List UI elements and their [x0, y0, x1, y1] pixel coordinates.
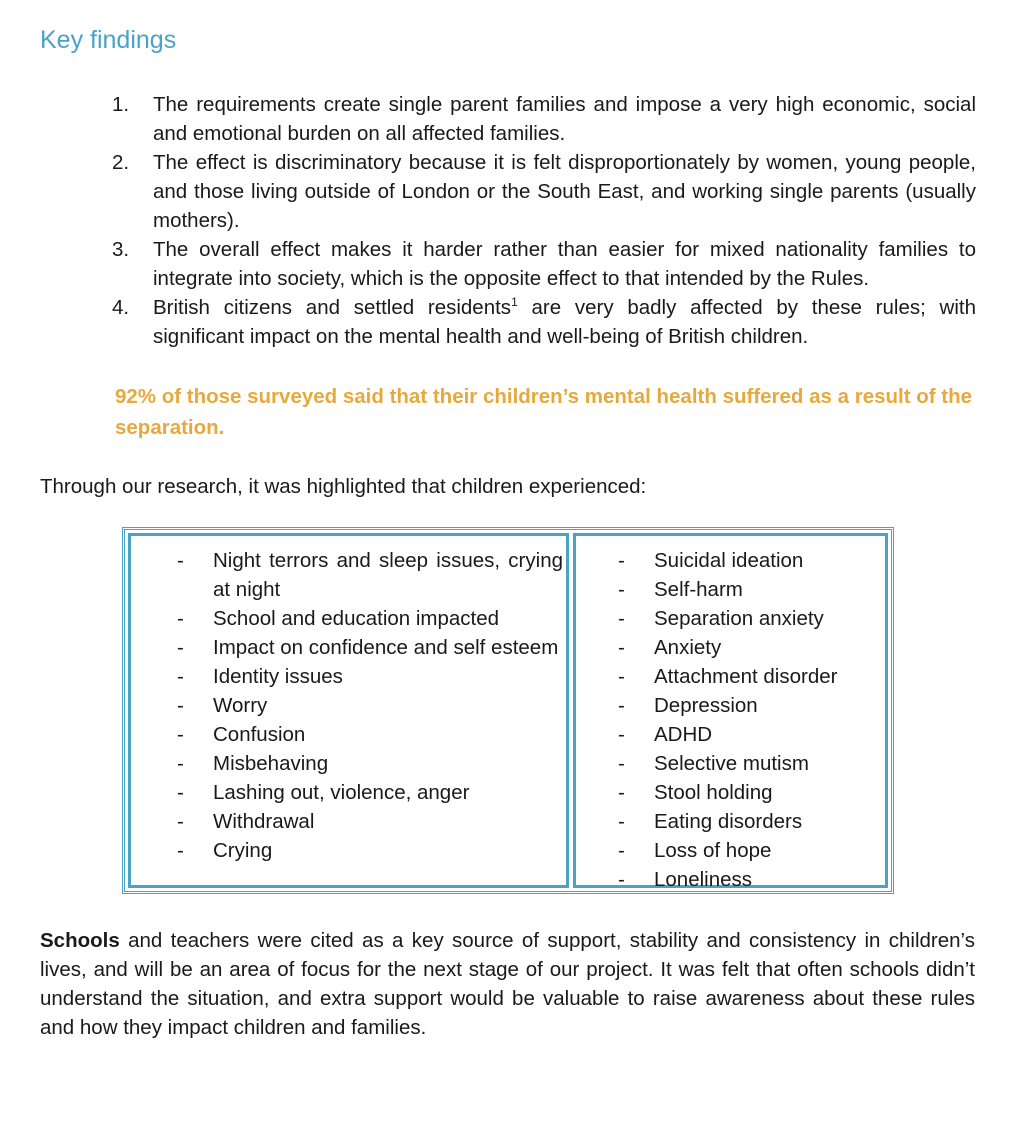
list-item — [576, 749, 886, 778]
finding-item — [112, 90, 976, 148]
list-item-text: Anxiety — [654, 636, 722, 659]
finding-text — [153, 293, 976, 351]
dash-bullet: - — [177, 665, 184, 688]
list-item-text: Misbehaving — [213, 752, 329, 775]
footnote-marker[interactable]: 1 — [511, 295, 518, 310]
list-item-text: Self-harm — [654, 578, 743, 601]
dash-bullet: - — [618, 549, 625, 572]
left-column-box — [128, 533, 569, 888]
list-item-text: Suicidal ideation — [654, 549, 804, 572]
list-item — [576, 662, 886, 691]
list-item-text: Selective mutism — [654, 752, 809, 775]
list-item — [576, 836, 886, 865]
dash-bullet: - — [618, 578, 625, 601]
list-item-text: Worry — [213, 694, 268, 717]
list-item-text: Separation anxiety — [654, 607, 824, 630]
dash-bullet: - — [618, 636, 625, 659]
list-item — [131, 836, 563, 865]
list-item-text: Withdrawal — [213, 810, 315, 833]
list-item-text: Lashing out, violence, anger — [213, 781, 470, 804]
dash-bullet: - — [177, 781, 184, 804]
list-item — [576, 604, 886, 633]
list-item-text: ADHD — [654, 723, 713, 746]
list-item — [131, 662, 563, 691]
finding-number: 4. — [112, 296, 130, 319]
right-experience-list — [576, 546, 886, 894]
list-item — [576, 865, 886, 894]
closing-bold-lead: Schools — [40, 929, 120, 952]
list-item — [576, 633, 886, 662]
list-item — [576, 720, 886, 749]
finding-text-end: are very badly affected by these rules; with significant impact on the mental health and well-being of British children. — [153, 296, 976, 348]
list-item — [576, 691, 886, 720]
dash-bullet: - — [618, 607, 625, 630]
highlight-statement: 92% of those surveyed said that their children’s mental health suffered as a result of the separation. — [115, 385, 973, 439]
list-item — [576, 807, 886, 836]
list-item-text: Crying — [213, 839, 273, 862]
closing-paragraph — [40, 926, 975, 1042]
key-findings-list — [112, 90, 976, 351]
list-item-text: Loneliness — [654, 868, 753, 891]
dash-bullet: - — [618, 781, 625, 804]
finding-number: 2. — [112, 151, 130, 174]
dash-bullet: - — [618, 665, 625, 688]
finding-item — [112, 235, 976, 293]
list-item-text: Eating disorders — [654, 810, 803, 833]
intro-text: Through our research, it was highlighted that children experienced: — [40, 475, 647, 498]
dash-bullet: - — [177, 607, 184, 630]
list-item-text: Identity issues — [213, 665, 343, 688]
list-item — [576, 546, 886, 575]
list-item-text: Night terrors and sleep issues, crying at night — [213, 549, 563, 601]
dash-bullet: - — [618, 694, 625, 717]
finding-number: 3. — [112, 238, 130, 261]
finding-item — [112, 293, 976, 351]
finding-item — [112, 148, 976, 235]
list-item-text: Impact on confidence and self esteem — [213, 636, 559, 659]
dash-bullet: - — [177, 723, 184, 746]
dash-bullet: - — [618, 723, 625, 746]
list-item — [131, 604, 563, 633]
dash-bullet: - — [177, 752, 184, 775]
dash-bullet: - — [618, 752, 625, 775]
dash-bullet: - — [177, 694, 184, 717]
finding-text-start: British citizens and settled residents — [153, 296, 512, 319]
list-item-text: Depression — [654, 694, 758, 717]
list-item — [131, 633, 563, 662]
list-item — [576, 778, 886, 807]
dash-bullet: - — [177, 549, 184, 572]
list-item-text: Stool holding — [654, 781, 773, 804]
list-item — [131, 720, 563, 749]
finding-text: The overall effect makes it harder rather than easier for mixed nationality families to integrate into society, which is the opposite effect to that intended by the Rules. — [153, 238, 976, 290]
list-item — [131, 546, 563, 604]
dash-bullet: - — [177, 636, 184, 659]
dash-bullet: - — [618, 868, 625, 891]
list-item — [131, 778, 563, 807]
dash-bullet: - — [618, 810, 625, 833]
list-item — [131, 691, 563, 720]
list-item — [576, 575, 886, 604]
list-item-text: School and education impacted — [213, 607, 500, 630]
dash-bullet: - — [177, 810, 184, 833]
right-column-box — [573, 533, 888, 891]
section-heading: Key findings — [40, 26, 177, 54]
finding-text: The requirements create single parent families and impose a very high economic, social and emotional burden on all affected families. — [153, 93, 976, 145]
list-item-text: Confusion — [213, 723, 306, 746]
finding-number: 1. — [112, 93, 130, 116]
closing-text: and teachers were cited as a key source of support, stability and consistency in children’s lives, and will be an area of focus for the next stage of our project. It was felt that often schools didn’t understand the situation, and extra support would be valuable to raise awareness about these rules and how they impact children and families. — [40, 929, 975, 1039]
dash-bullet: - — [618, 839, 625, 862]
left-experience-list — [131, 546, 563, 865]
finding-text: The effect is discriminatory because it is felt disproportionately by women, young people, and those living outside of London or the South East, and working single parents (usually mothers). — [153, 151, 976, 232]
list-item — [131, 807, 563, 836]
experiences-table — [122, 527, 894, 894]
list-item-text: Attachment disorder — [654, 665, 838, 688]
dash-bullet: - — [177, 839, 184, 862]
list-item — [131, 749, 563, 778]
list-item-text: Loss of hope — [654, 839, 772, 862]
